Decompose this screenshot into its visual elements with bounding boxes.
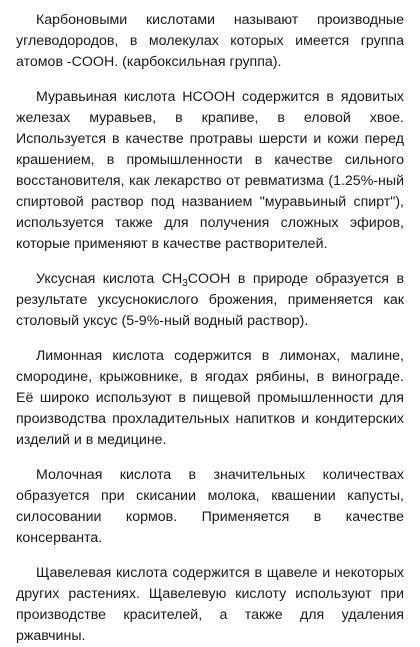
- acetic-text-before: Уксусная кислота CH: [36, 271, 183, 287]
- paragraph-formic-acid: Муравьиная кислота HCOOH содержится в ядовитых железах муравьев, в крапиве, в еловой хвое. Используется в качестве протравы шерсти и кожи перед крашением, в промышленности в качестве сильного восстановителя, как лекарство от ревматизма (1.25%-ный спиртовой раствор под названием "муравьиный спирт"), используется также для получения сложных эфиров, которые применяют в качестве растворителей.: [16, 89, 404, 252]
- paragraph-citric-acid: Лимонная кислота содержится в лимонах, малине, смородине, крыжовнике, в ягодах рябины, в винограде. Её широко используют в пищевой промышленности для производства прохладительных напитков и кондитерских изделий и в медицине.: [16, 348, 404, 448]
- paragraph-acetic-acid: [16, 269, 404, 332]
- paragraph-carboxylic-acids-definition: Карбоновыми кислотами называют производные углеводородов, в молекулах которых имеется группа атомов -COOH. (карбоксильная группа).: [16, 12, 404, 70]
- paragraph-lactic-acid: Молочная кислота в значительных количествах образуется при скисании молока, квашении капусты, силосовании кормов. Применяется в качестве консерванта.: [16, 467, 404, 546]
- paragraph-oxalic-acid: Щавелевая кислота содержится в щавеле и некоторых других растениях. Щавелевую кислоту используют при производстве красителей, а также для удаления ржавчины.: [16, 565, 404, 644]
- acetic-formula-subscript: 3: [182, 278, 188, 289]
- acetic-text-after: COOH в природе образуется в результате уксуснокислого брожения, применяется как столовый уксус (5-9%-ный водный раствор).: [16, 271, 404, 329]
